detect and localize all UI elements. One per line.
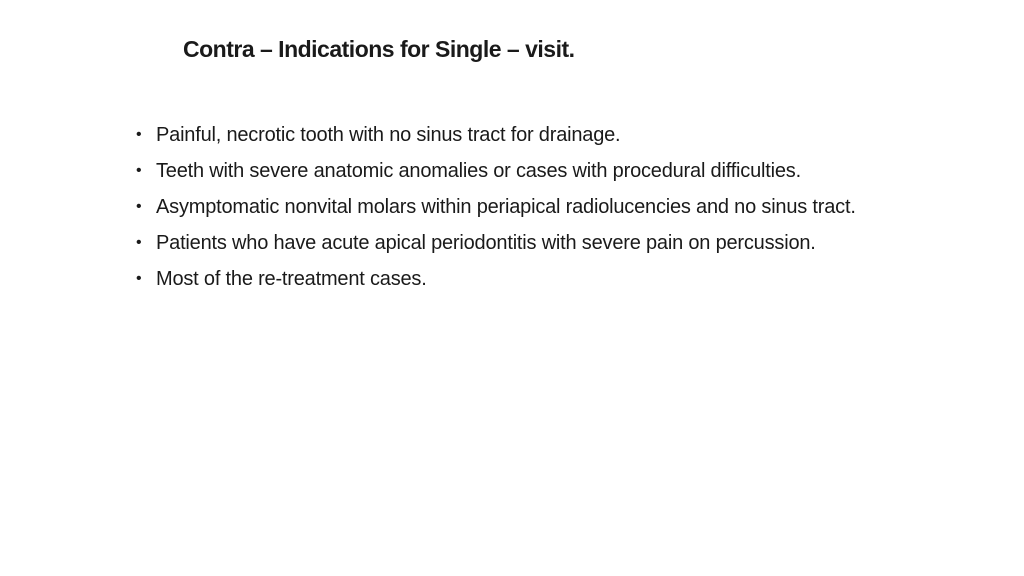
bullet-item [136, 265, 888, 293]
bullet-text: Painful, necrotic tooth with no sinus tract for drainage. [156, 124, 621, 146]
bullet-icon: • [136, 234, 142, 251]
bullet-text: Asymptomatic nonvital molars within periapical radiolucencies and no sinus tract. [156, 196, 856, 218]
bullet-item [136, 193, 888, 221]
bullet-text: Teeth with severe anatomic anomalies or cases with procedural difficulties. [156, 160, 801, 182]
bullet-icon: • [136, 270, 142, 287]
bullet-list [136, 121, 888, 301]
bullet-icon: • [136, 198, 142, 215]
bullet-item [136, 157, 888, 185]
bullet-icon: • [136, 126, 142, 143]
bullet-icon: • [136, 162, 142, 179]
bullet-item [136, 121, 888, 149]
bullet-text: Most of the re-treatment cases. [156, 268, 427, 290]
bullet-item [136, 229, 888, 257]
slide-title: Contra – Indications for Single – visit. [183, 36, 575, 62]
bullet-text: Patients who have acute apical periodontitis with severe pain on percussion. [156, 232, 816, 254]
